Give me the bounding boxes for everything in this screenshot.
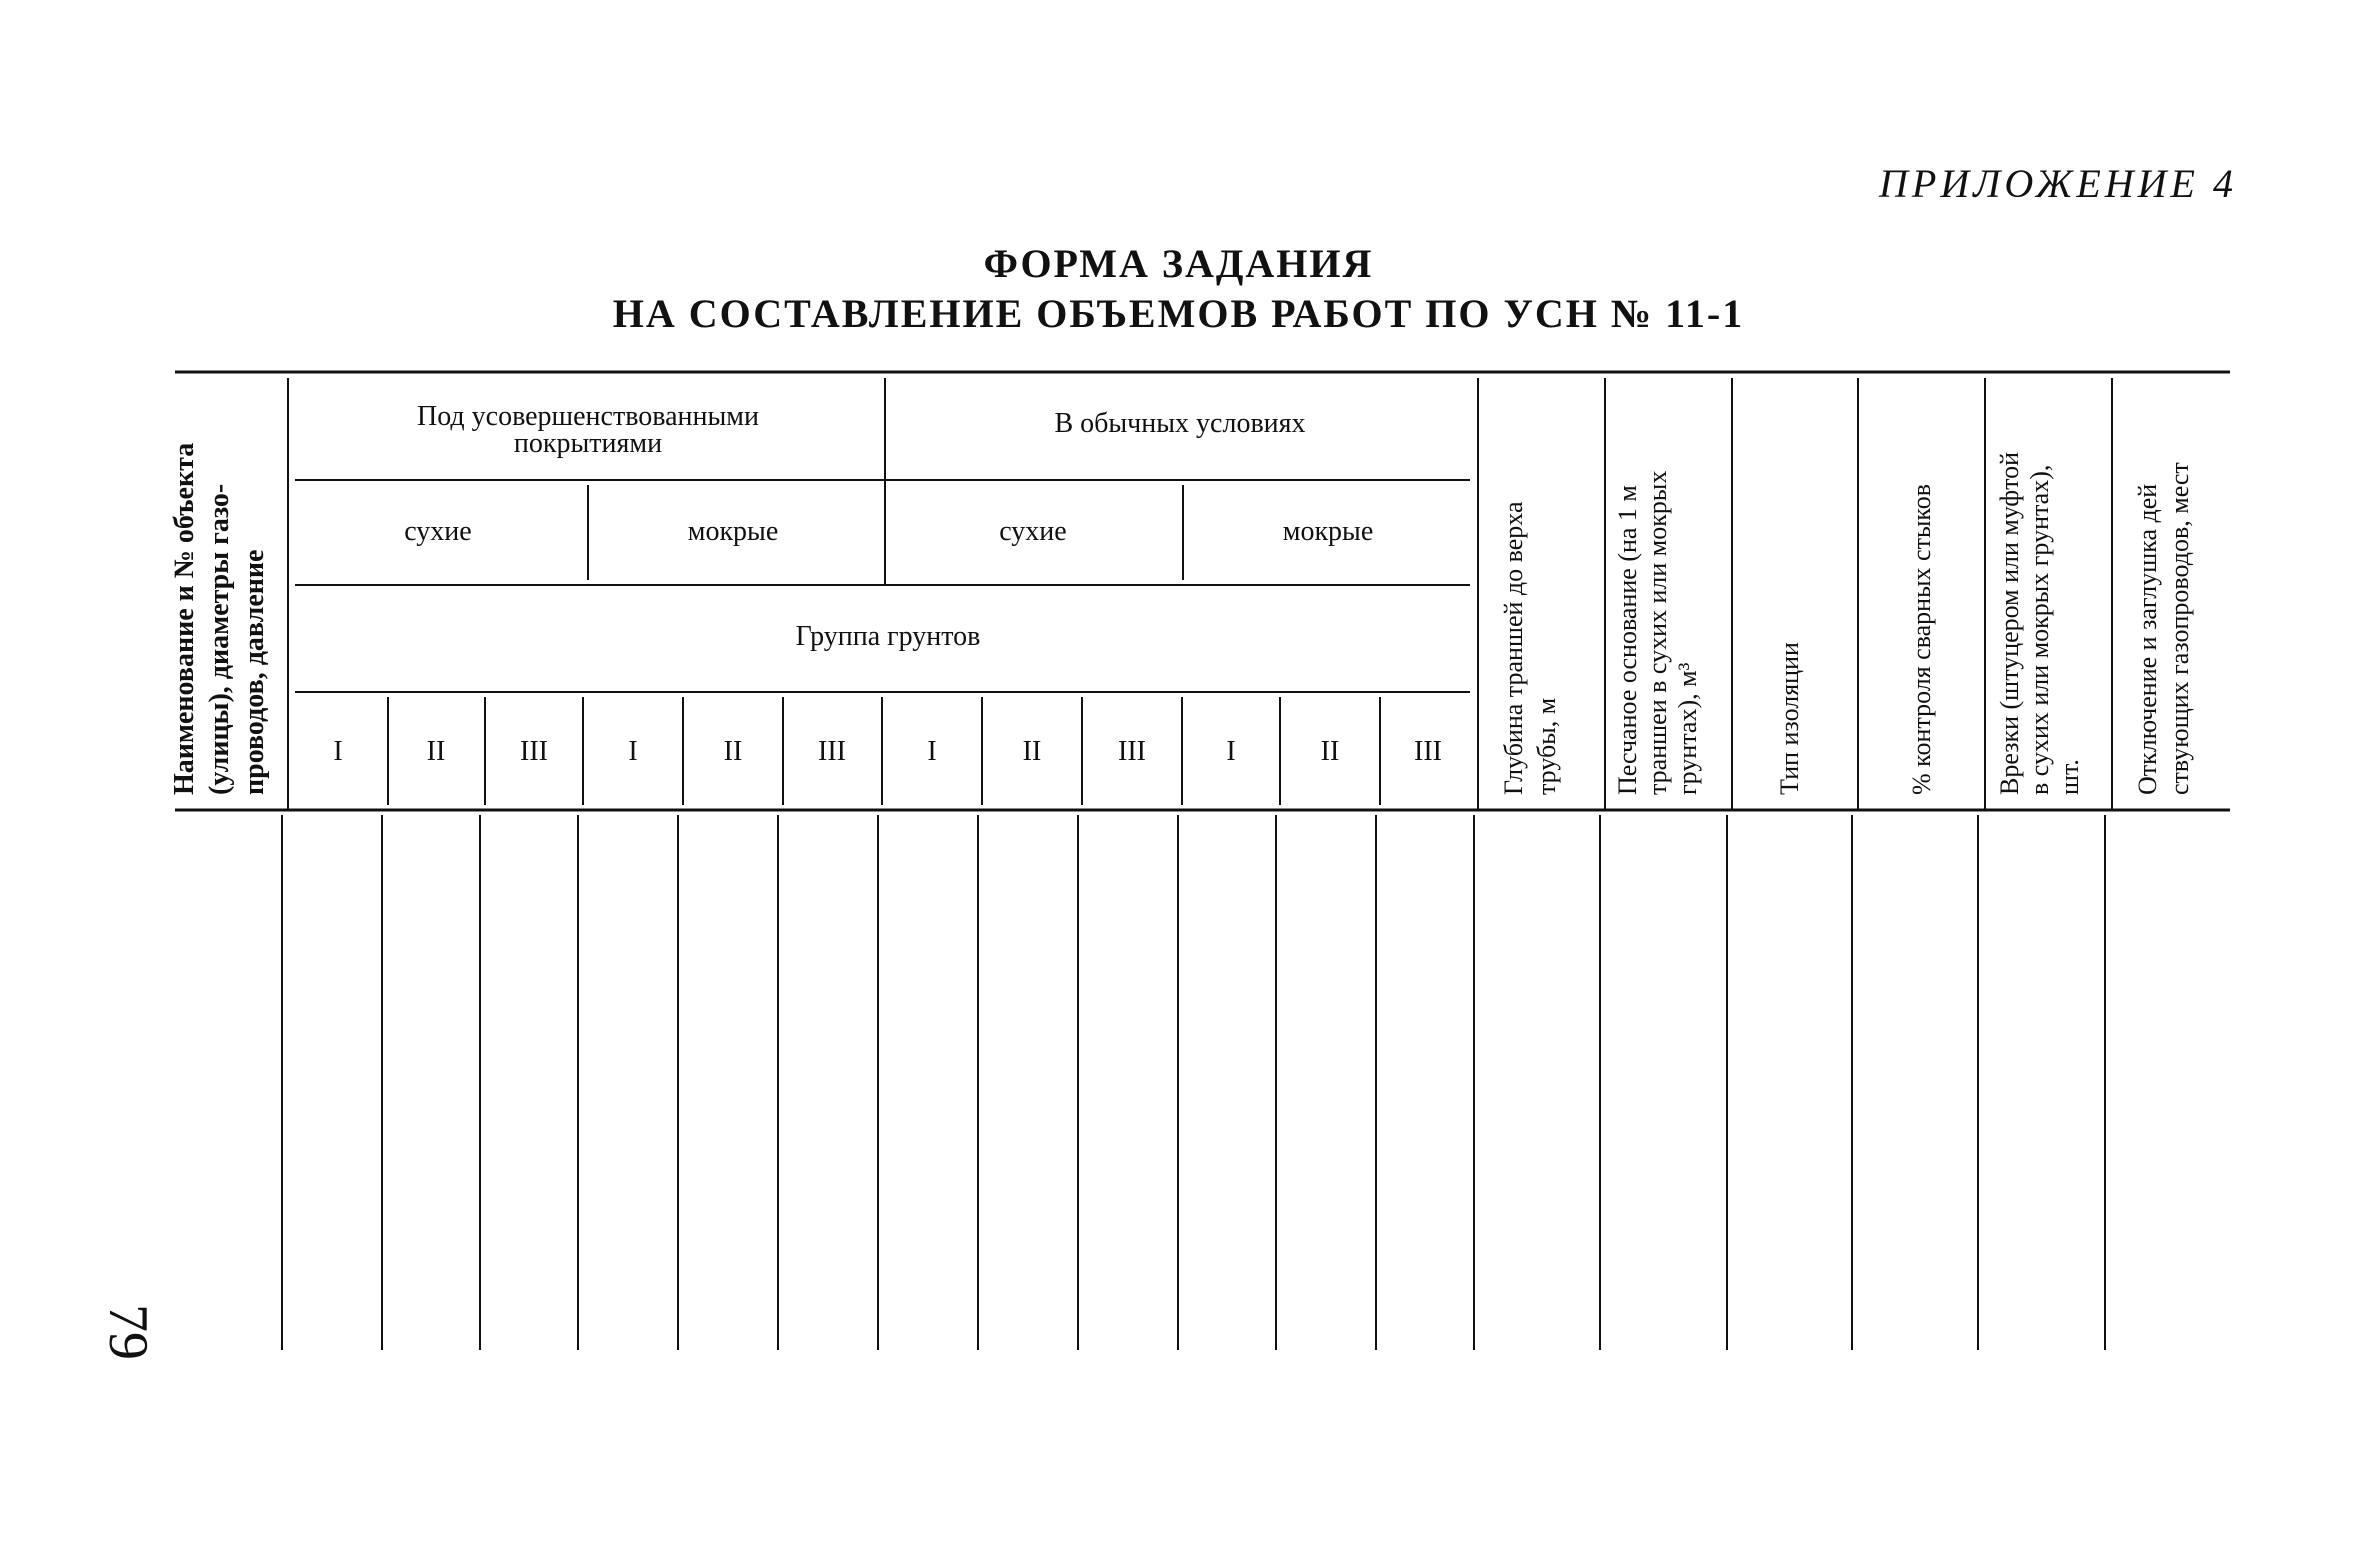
header-depth-line1: Глубина траншей до верха: [1499, 501, 1528, 795]
header-soil-group: Группа грунтов: [795, 621, 981, 652]
roman-1: I: [927, 736, 937, 767]
roman-1: I: [333, 736, 343, 767]
header-object-name-line3: проводов, давление: [239, 549, 270, 795]
header-object-name-line1: Наименование и № объекта: [169, 442, 200, 795]
roman-numerals: [333, 736, 1442, 767]
header-sand-line1: Песчаное основание (на 1 м: [1613, 485, 1642, 795]
header-object-name-line2: (улицы), диаметры газо-: [204, 483, 235, 795]
body-column-lines: [282, 815, 2105, 1350]
header-disconnect-line1: Отключение и заглушка дей: [2133, 483, 2162, 795]
header-taps-line3: шт.: [2055, 759, 2084, 795]
header-wet-1: мокрые: [687, 516, 779, 547]
header-improved-line2: покрытиями: [513, 428, 663, 459]
header-insulation-type: Тип изоляции: [1775, 642, 1804, 795]
roman-1: I: [1226, 736, 1236, 767]
roman-3: III: [520, 736, 548, 767]
header-depth-line2: трубы, м: [1532, 697, 1561, 795]
roman-2: II: [1022, 736, 1042, 767]
header-improved-line1: Под усовершенствованными: [416, 401, 760, 432]
header-sand-line3: грунтах), м³: [1673, 662, 1702, 795]
roman-2: II: [1320, 736, 1340, 767]
roman-2: II: [426, 736, 446, 767]
header-dry-2: сухие: [999, 516, 1067, 547]
form-title-line1: ФОРМА ЗАДАНИЯ: [983, 241, 1374, 286]
roman-2: II: [723, 736, 743, 767]
roman-1: I: [628, 736, 638, 767]
header-weld-control: % контроля сварных стыков: [1907, 483, 1936, 795]
roman-3: III: [1414, 736, 1442, 767]
roman-3: III: [818, 736, 846, 767]
header-wet-2: мокрые: [1282, 516, 1374, 547]
appendix-label: ПРИЛОЖЕНИЕ 4: [1879, 161, 2237, 206]
header-taps-line2: в сухих или мокрых грунтах),: [2025, 464, 2054, 795]
header-taps-line1: Врезки (штуцером или муфтой: [1995, 451, 2024, 795]
header-sand-line2: траншеи в сухих или мокрых: [1643, 470, 1672, 795]
roman-3: III: [1118, 736, 1146, 767]
header-dry-1: сухие: [404, 516, 472, 547]
header-disconnect-line2: ствующих газопроводов, мест: [2165, 462, 2194, 795]
form-title-line2: НА СОСТАВЛЕНИЕ ОБЪЕМОВ РАБОТ ПО УСН № 11-1: [612, 291, 1745, 336]
header-normal-conditions: В обычных условиях: [1054, 408, 1306, 439]
page-number: 79: [97, 1304, 159, 1360]
